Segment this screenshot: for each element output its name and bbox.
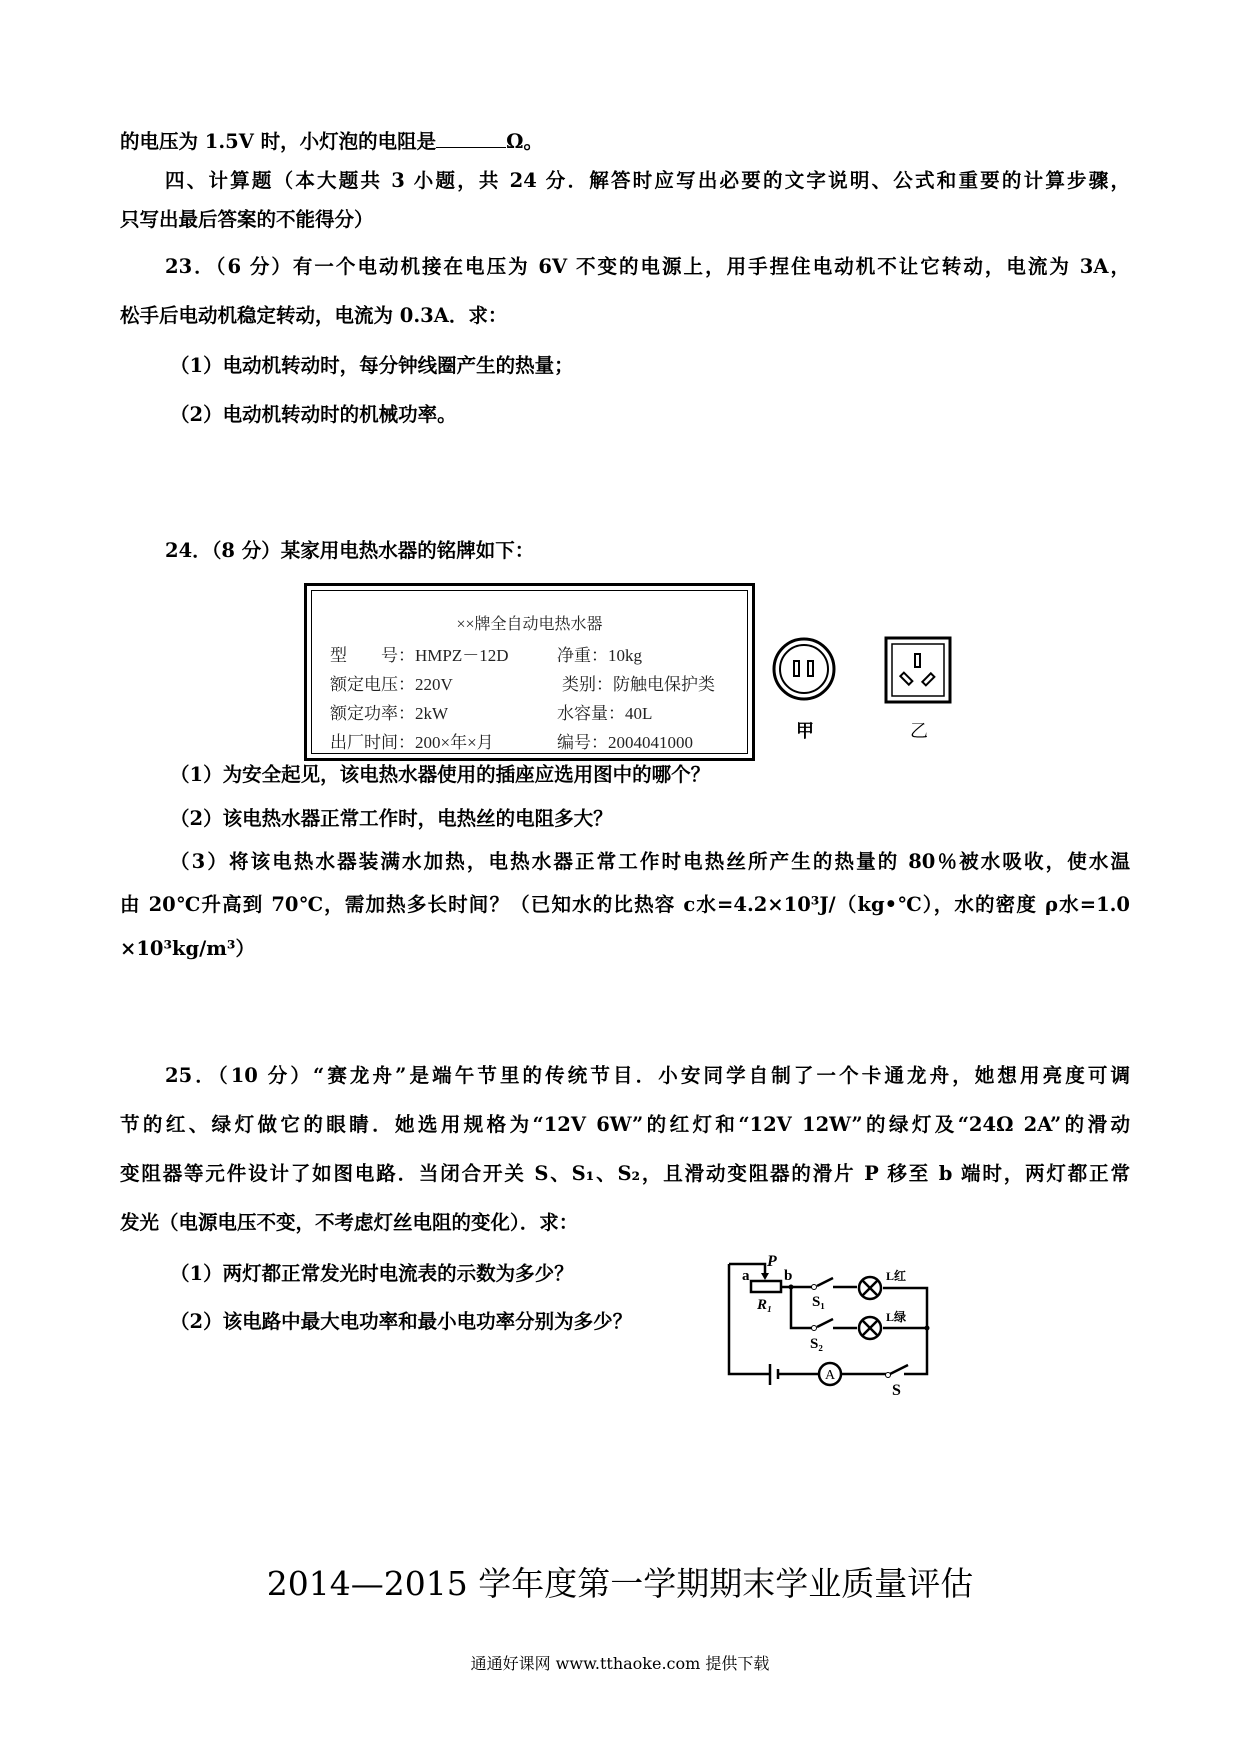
label-a: a <box>742 1268 750 1284</box>
label-r1: R₁ <box>757 1297 773 1313</box>
question-24-part1: （1）为安全起见，该电热水器使用的插座应选用图中的哪个？ <box>170 763 711 786</box>
text: 的电压为 1.5V 时，小灯泡的电阻是 <box>120 130 437 153</box>
question-24-part3: （3）将该电热水器装满水加热，电热水器正常工作时电热丝所产生的热量的 80％被水吸收，使水温 <box>170 850 1130 873</box>
label-s1: S₁ <box>812 1294 825 1310</box>
question-23: 23．（6 分）有一个电动机接在电压为 6V 不变的电源上，用手捏住电动机不让它转动，电流为 3A， <box>165 255 1130 278</box>
exam-title: 2014—2015 学年度第一学期期末学业质量评估 <box>266 1564 974 1603</box>
answer-blank <box>436 129 506 148</box>
nameplate-serial: 编号：2004041000 <box>557 733 693 752</box>
two-pin-socket-icon <box>770 635 840 705</box>
question-25-cont: 节的红、绿灯做它的眼睛．她选用规格为“12V 6W”的红灯和“12V 12W”的绿灯及“24Ω 2A”的滑动 <box>120 1113 1130 1136</box>
nameplate-category: 类别：防触电保护类 <box>562 675 715 694</box>
question-25: 25．（10 分）“赛龙舟”是端午节里的传统节目．小安同学自制了一个卡通龙舟，她想用亮度可调 <box>165 1064 1130 1087</box>
question-23-part2: （2）电动机转动时的机械功率。 <box>170 403 457 426</box>
label-l-green: L绿 <box>886 1310 907 1324</box>
ammeter-label: A <box>824 1368 836 1383</box>
nameplate-weight: 净重：10kg <box>557 646 642 665</box>
text: Ω。 <box>506 130 543 153</box>
question-24-part3-cont: 由 20℃升高到 70℃，需加热多长时间？（已知水的比热容 c水=4.2×10³J/（kg•℃），水的密度 ρ水=1.0 <box>120 893 1130 916</box>
question-25-cont: 发光（电源电压不变，不考虑灯丝电阻的变化）．求： <box>120 1211 579 1234</box>
label-s2: S₂ <box>810 1336 823 1352</box>
label-s: S <box>892 1382 901 1399</box>
question-24: 24．（8 分）某家用电热水器的铭牌如下： <box>165 539 535 562</box>
question-23-cont: 松手后电动机稳定转动，电流为 0.3A．求： <box>120 304 508 327</box>
label-p: P <box>767 1253 777 1270</box>
label-b: b <box>784 1268 793 1284</box>
nameplate-power: 额定功率：2kW <box>330 704 449 723</box>
lamp-red-icon <box>859 1277 881 1299</box>
three-pin-socket-icon <box>884 636 954 706</box>
nameplate <box>304 583 755 761</box>
nameplate-title: ××牌全自动电热水器 <box>456 616 603 633</box>
question-24-part2: （2）该电热水器正常工作时，电热丝的电阻多大？ <box>170 807 613 830</box>
question-25-cont: 变阻器等元件设计了如图电路．当闭合开关 S、S₁、S₂，且滑动变阻器的滑片 P 移至 b 端时，两灯都正常 <box>120 1162 1130 1185</box>
label-l-red: L红 <box>886 1269 907 1283</box>
section-4-heading: 四、计算题（本大题共 3 小题，共 24 分．解答时应写出必要的文字说明、公式和重要的计算步骤， <box>165 169 1130 192</box>
socket-label-a: 甲 <box>796 721 814 742</box>
line-continuation <box>120 129 543 154</box>
footer-source: 通通好课网 www.tthaoke.com 提供下载 <box>470 1654 770 1673</box>
lamp-green-icon <box>859 1317 881 1339</box>
question-25-part1: （1）两灯都正常发光时电流表的示数为多少？ <box>170 1262 574 1285</box>
nameplate-model: 型 号：HMPZ－12D <box>330 646 509 665</box>
nameplate-capacity: 水容量：40L <box>557 704 653 723</box>
socket-label-b: 乙 <box>910 721 928 742</box>
question-23-part1: （1）电动机转动时，每分钟线圈产生的热量； <box>170 354 574 377</box>
nameplate-date: 出厂时间：200×年×月 <box>330 733 494 752</box>
circuit-diagram <box>700 1240 960 1420</box>
question-25-part2: （2）该电路中最大电功率和最小电功率分别为多少？ <box>170 1310 633 1333</box>
section-4-heading-cont: 只写出最后答案的不能得分） <box>120 208 374 231</box>
nameplate-voltage: 额定电压：220V <box>330 675 453 694</box>
question-24-part3-cont2: ×10³kg/m³） <box>120 937 255 960</box>
